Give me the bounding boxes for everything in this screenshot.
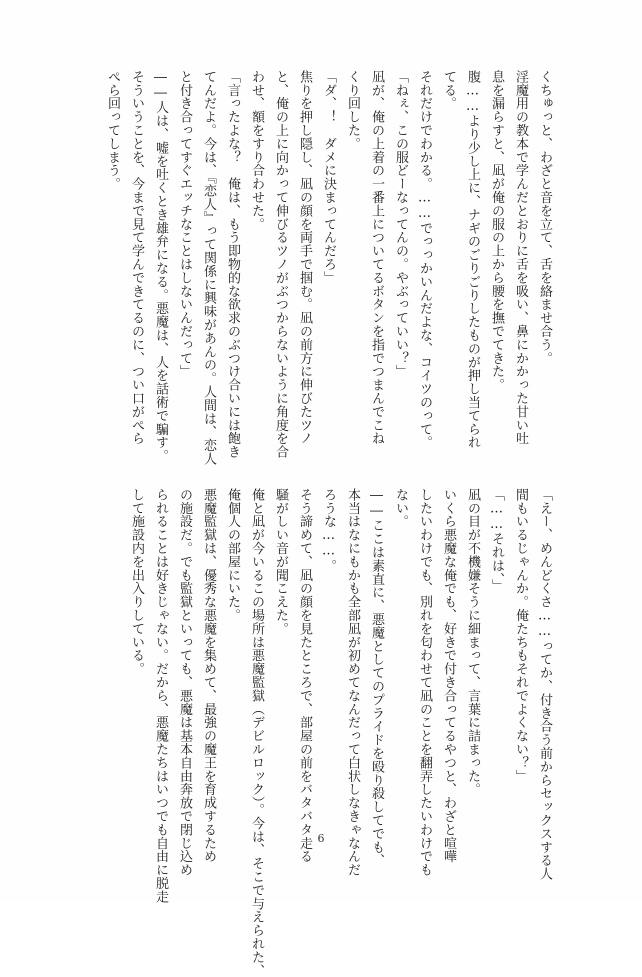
text-line: 「ダ、！ ダメに決まってんだろ」 (321, 70, 336, 285)
text-line: それだけでわかる。……でっっかいんだよな、コイツのって。 (417, 70, 432, 450)
text-line: 凪の目が不機嫌そうに細まって、言葉に詰まった。 (465, 488, 480, 797)
text-line: いくら悪魔な俺でも、好きで付き合ってるやつと、わざと喧嘩 (441, 488, 456, 864)
text-block-top (96, 70, 556, 466)
text-line: して施設内を出入りしている。 (129, 488, 144, 676)
text-line: ろうな……。 (321, 488, 336, 573)
text-line: てんだよ。今は、『恋人』って関係に興味があんの。人間は、恋人 (201, 70, 216, 466)
text-line: そう諦めて、凪の顔を見たところで、部屋の前をバタバタ走る (297, 488, 312, 864)
text-line: 「ねぇ、この服どーなってんの。やぶっていい？」 (393, 70, 408, 379)
text-line: 俺個人の部屋にいた。 (225, 488, 240, 622)
text-line: 焦りを押し隠し、凪の顔を両手で掴む。凪の前方に伸びたツノ (297, 70, 312, 446)
text-line: と付き合ってすぐエッチなことはしないんだって」 (177, 70, 192, 379)
text-line: 俺と凪が今いるこの場所は悪魔監獄（デビルロック）。今は、そこで与えられた、 (249, 488, 264, 977)
text-line: の施設だ。でも監獄といっても、悪魔は基本自由奔放で閉じ込め (177, 488, 192, 877)
text-line: 淫魔用の教本で学んだとおりに舌を吸い、鼻にかかった甘い吐 (513, 70, 528, 446)
text-line: わせ、額をすり合わせた。 (249, 70, 264, 231)
text-line: 息を漏らすと、凪が俺の服の上から腰を撫でてきた。 (489, 70, 504, 392)
text-line: てる。 (441, 70, 456, 111)
page-number: 6 (317, 832, 325, 845)
text-line: と、俺の上に向かって伸びるツノがぶつからないように角度を合 (273, 70, 288, 459)
text-line: 騒がしい音が聞こえた。 (273, 488, 288, 636)
text-line: くちゅっと、わざと音を立て、舌を絡ませ合う。 (537, 70, 552, 365)
text-line: ――人は、嘘を吐くとき雄弁になる。悪魔は、人を話術で騙す。 (153, 70, 168, 463)
text-block-bottom (96, 488, 556, 977)
text-line: 「言ったよな？ 俺は、もう即物的な欲求のぶつけ合いには飽き (225, 70, 240, 459)
text-line: くり回した。 (345, 70, 360, 151)
text-line: ない。 (393, 488, 408, 529)
text-line: 本当はなにもかも全部凪が初めてなんだって白状しなきゃなんだ (345, 488, 360, 877)
text-line: 「……それは、」 (489, 488, 504, 593)
text-line: 間もいるじゃんか。俺たちもそれでよくない？」 (513, 488, 528, 783)
text-line: ――ここは素直に、悪魔としてのプライドを殴り殺してでも、 (369, 488, 384, 868)
text-line: 凪が、俺の上着の一番上についてるボタンを指でつまんでこね (369, 70, 384, 446)
text-line: ぺら回ってしまう。 (105, 70, 120, 191)
text-line: 腹……より少し上に、ナギのごりごりしたものが押し当てられ (465, 70, 480, 450)
text-line: られることは好きじゃない。だから、悪魔たちはいつでも自由に脱走 (153, 488, 168, 904)
text-line: そういうことを、今まで見て学んできてるのに、つい口がぺら (129, 70, 144, 446)
text-line: 悪魔監獄は、優秀な悪魔を集めて、最強の魔王を育成するため (201, 488, 216, 864)
text-line: 「えー、めんどくさ……ってか、付き合う前からセックスする人 (537, 488, 552, 881)
text-line: したいわけでも、別れを匂わせて凪のことを翻弄したいわけでも (417, 488, 432, 877)
